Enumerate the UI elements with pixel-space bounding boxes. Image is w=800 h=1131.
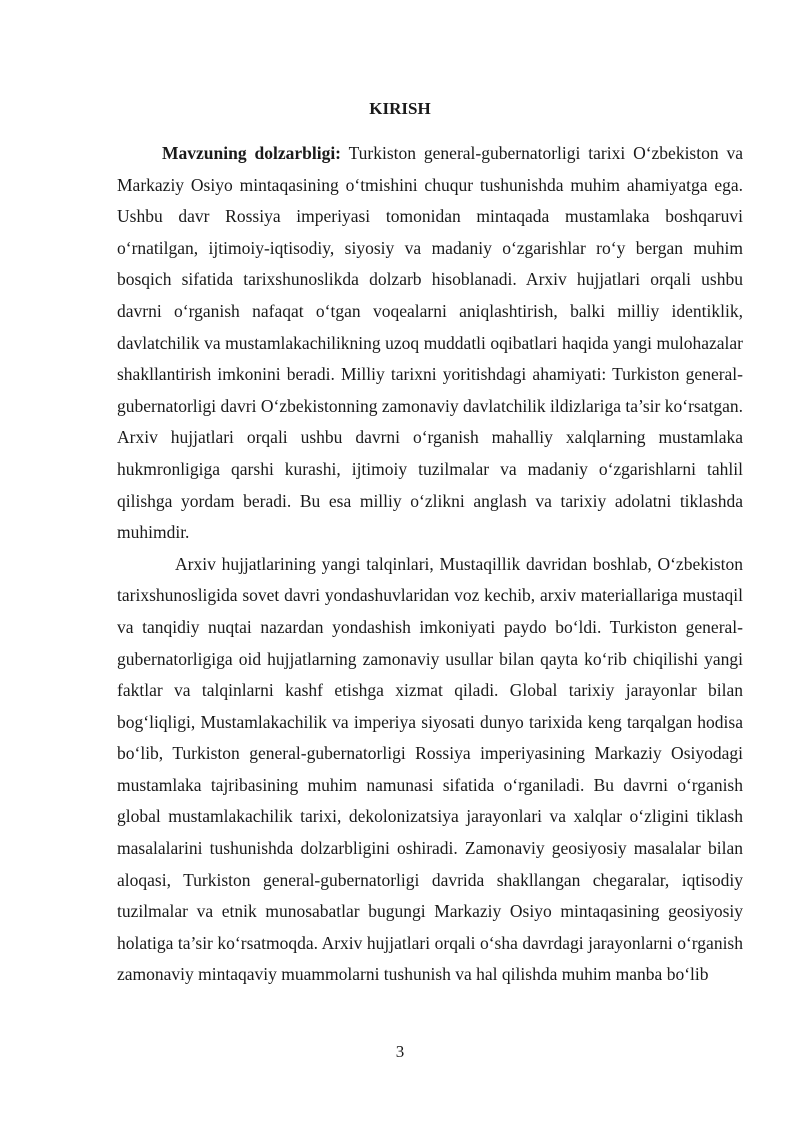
body-text (117, 138, 743, 991)
section-heading: KIRISH (369, 99, 431, 118)
page-number: 3 (395, 1042, 405, 1061)
paragraph-lead: Mavzuning dolzarbligi: (162, 143, 342, 163)
paragraph-relevance-text: Turkiston general-gubernatorligi tarixi O‘zbekiston va Markaziy Osiyo mintaqasining o‘tmishini chuqur tushunishda muhim ahamiyatga ega. Ushbu davr Rossiya imperiyasi tomonidan mintaqada mustamlaka boshqaruvi o‘rnatilgan, ijtimoiy-iqtisodiy, siyosiy va madaniy o‘zgarishlar ro‘y bergan muhim bosqich sifatida tarixshunoslikda dolzarb hisoblanadi. Arxiv hujjatlari orqali ushbu davrni o‘rganish nafaqat o‘tgan voqealarni aniqlashtirish, balki milliy identiklik, davlatchilik va mustamlakachilikning uzoq muddatli oqibatlari haqida yangi mulohazalar shakllantirish imkonini beradi. Milliy tarixni yoritishdagi ahamiyati: Turkiston general-gubernatorligi davri O‘zbekistonning zamonaviy davlatchilik ildizlariga ta’sir ko‘rsatgan. Arxiv hujjatlari orqali ushbu davrni o‘rganish mahalliy xalqlarning mustamlaka hukmronligiga qarshi kurashi, ijtimoiy tuzilmalar va madaniy o‘zgarishlarni tahlil qilishga yordam beradi. Bu esa milliy o‘zlikni anglash va tarixiy adolatni tiklashda muhimdir. (117, 143, 744, 543)
paragraph-relevance (117, 138, 743, 549)
paragraph-archives: Arxiv hujjatlarining yangi talqinlari, Mustaqillik davridan boshlab, O‘zbekiston tarixshunosligida sovet davri yondashuvlaridan voz kechib, arxiv materiallariga mustaqil va tanqidiy nuqtai nazardan yondashish imkoniyati paydo bo‘ldi. Turkiston general-gubernatorligiga oid hujjatlarning zamonaviy usullar bilan qayta ko‘rib chiqilishi yangi faktlar va talqinlarni kashf etishga xizmat qiladi. Global tarixiy jarayonlar bilan bog‘liqligi, Mustamlakachilik va imperiya siyosati dunyo tarixida keng tarqalgan hodisa bo‘lib, Turkiston general-gubernatorligi Rossiya imperiyasining Markaziy Osiyodagi mustamlaka tajribasining muhim namunasi sifatida o‘rganiladi. Bu davrni o‘rganish global mustamlakachilik tarixi, dekolonizatsiya jarayonlari va xalqlar o‘zligini tiklash masalalarini tushunishda dolzarbligini oshiradi. Zamonaviy geosiyosiy masalalar bilan aloqasi, Turkiston general-gubernatorligi davrida shakllangan chegaralar, iqtisodiy tuzilmalar va etnik munosabatlar bugungi Markaziy Osiyo mintaqasining geosiyosiy holatiga ta’sir ko‘rsatmoqda. Arxiv hujjatlari orqali o‘sha davrdagi jarayonlarni o‘rganish zamonaviy mintaqaviy muammolarni tushunish va hal qilishda muhim manba bo‘lib (117, 553, 743, 985)
